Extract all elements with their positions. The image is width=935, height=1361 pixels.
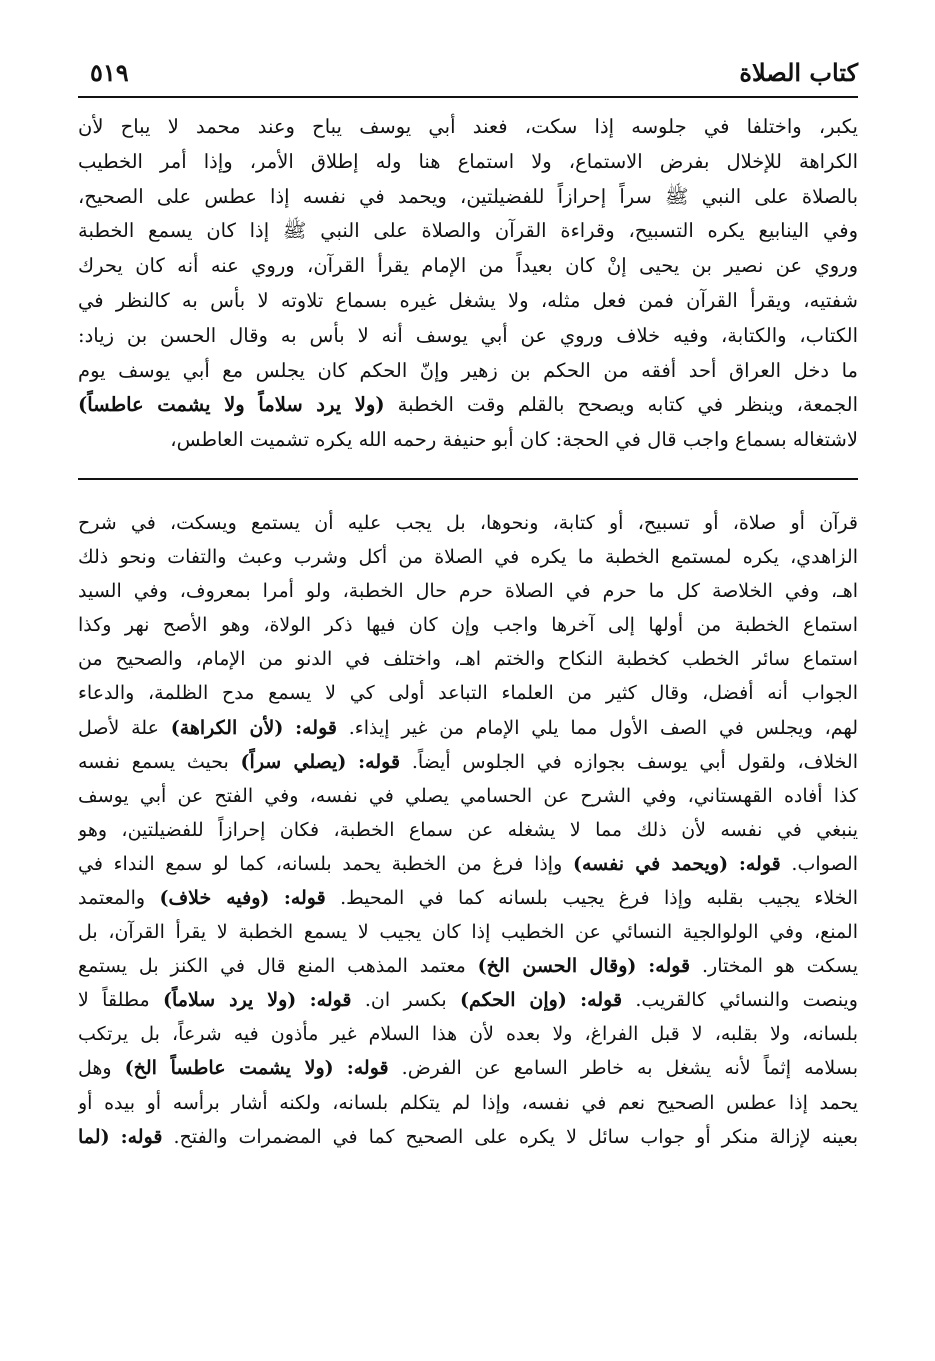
commentary-line-text: وإذا فرغ من الخطبة يحمد بلسانه، كما لو سمع النداء في xyxy=(78,852,563,875)
commentary-line xyxy=(78,1120,858,1154)
commentary-line-text: يسكت هو المختار. xyxy=(702,955,858,978)
lemma: (وإن الحكم) xyxy=(460,989,567,1012)
header-rule xyxy=(78,96,858,98)
qawluh-label: قوله: xyxy=(295,716,337,739)
qawluh-label: قوله: xyxy=(120,1125,163,1148)
qawluh-label: قوله: xyxy=(648,955,691,978)
commentary-line: قرآن أو صلاة، أو تسبيح، أو كتابة، ونحوها، بل يجب عليه أن يستمع ويسكت، في شرح xyxy=(78,511,858,534)
commentary-line-text: الخلاء يجيب بقلبه وإذا فرغ يجيب بلسانه كما في المحيط. xyxy=(340,887,858,909)
lemma: (ولا يرد سلاماً) xyxy=(162,989,297,1012)
commentary-line-text: وينصت والنسائي كالقريب. xyxy=(635,989,858,1012)
main-text xyxy=(78,110,858,458)
commentary-text xyxy=(78,506,858,1154)
main-line: لاشتغاله بسماع واجب قال في الحجة: كان أبو حنيفة رحمه الله يكره تشميت العاطس، xyxy=(170,428,858,452)
main-line: يكبر، واختلفا في جلوسه إذا سكت، فعند أبي يوسف يباح وعند محمد لا يباح لأن xyxy=(78,115,858,138)
main-line: شفتيه، ويقرأ القرآن فمن فعل مثله، ولا يشغل غيره بسماع تلاوته لا بأس به كالنظر في xyxy=(78,288,858,312)
lemma: (وقال الحسن الخ) xyxy=(477,955,637,978)
main-line: بالصلاة على النبي ﷺ سراً إحرازاً للفضيلتين، ويحمد في نفسه إذا عطس على الصحيح، xyxy=(78,184,858,208)
qawluh-label: قوله: xyxy=(580,989,623,1012)
commentary-line xyxy=(78,881,858,915)
qawluh-label: قوله: xyxy=(346,1057,389,1080)
commentary-line: بلسانه، ولا بقلبه، لا قبل الفراغ، ولا بعده لأن هذا السلام غير مأذون فيه شرعاً، بل يرتكب xyxy=(78,1023,858,1046)
commentary-line: الزاهدي، يكره لمستمع الخطبة ما يكره في الصلاة من أكل وشرب وعبث والتفات ونحو ذلك xyxy=(78,546,858,569)
commentary-line-text: الخلاف، ولقول أبي يوسف بجوازه في الجلوس أيضاً. xyxy=(411,750,858,773)
main-line: الكتاب، والكتابة، وفيه خلاف وروي عن أبي يوسف أنه لا بأس به وقال الحسن بن زياد: xyxy=(78,323,858,347)
lemma: (ولا يشمت عاطساً الخ) xyxy=(124,1057,334,1080)
commentary-line xyxy=(78,847,858,881)
book-title: كتاب الصلاة xyxy=(739,58,858,87)
main-line-text: الجمعة، وينظر في كتابه ويصحح بالقلم وقت الخطبة xyxy=(397,393,858,417)
page-header xyxy=(78,52,858,96)
commentary-line xyxy=(78,745,858,779)
qawluh-label: قوله: xyxy=(738,852,781,875)
commentary-line: استماع سائر الخطب كخطبة النكاح والختم اهـ، واختلف في الدنو من الإمام، والصحيح من xyxy=(78,648,858,671)
book-page xyxy=(78,52,858,1154)
commentary-line: يحمد إذا عطس الصحيح نعم في نفسه، وإذا لم يتكلم بلسانه، ولكنه أشار برأسه أو بيده أو xyxy=(78,1091,858,1114)
commentary-line xyxy=(78,711,858,745)
commentary-line xyxy=(78,983,858,1017)
section-divider xyxy=(78,478,858,480)
commentary-line-text: معتمد المذهب المنع قال في الكنز بل يستمع xyxy=(78,955,466,978)
commentary-line-text: لهم، ويجلس في الصف الأول مما يلي الإمام من غير إيذاء. xyxy=(348,716,858,739)
commentary-line: كذا أفاده القهستاني، وفي الشرح عن الحسامي يصلي في نفسه، وفي الفتح عن أبي يوسف xyxy=(78,784,858,807)
commentary-line xyxy=(78,1051,858,1085)
commentary-line-text: الصواب. xyxy=(791,852,858,875)
commentary-line-text: بكسر ان. xyxy=(364,989,447,1012)
commentary-line-text: والمعتمد xyxy=(78,887,146,909)
commentary-line: اهـ، وفي الخلاصة كل ما حرم في الصلاة حرم حال الخطبة، ولو أمرا بمعروف، وفي السيد xyxy=(78,580,858,603)
commentary-line-text: مطلقاً لا xyxy=(78,989,150,1012)
commentary-line: استماع الخطبة من أولها إلى آخرها واجب وإن كان فيها ذكر الولاة، وهو الأصح نهر وكذا xyxy=(78,614,858,637)
bold-phrase: (ولا يرد سلاماً ولا يشمت عاطساً) xyxy=(78,393,385,417)
lemma: (يصلي سراً) xyxy=(240,750,347,773)
qawluh-label: قوله: xyxy=(283,887,326,909)
commentary-line: المنع، وفي الولوالجية النسائي عن الخطيب إذا كان يجيب لا يسمع الخطبة لا يقرأ القرآن، بل xyxy=(78,921,858,944)
commentary-line-text: بحيث يسمع نفسه xyxy=(78,750,229,773)
commentary-line-text: وهل xyxy=(78,1057,112,1080)
commentary-line-text: بعينه لإزالة منكر أو جواب سائل لا يكره على الصحيح كما في المضمرات والفتح. xyxy=(173,1125,858,1148)
commentary-line xyxy=(78,949,858,983)
lemma: (ويحمد في نفسه) xyxy=(572,852,729,875)
commentary-line-text: علة لأصل xyxy=(78,716,159,739)
main-line: وفي الينابيع يكره التسبيح، وقراءة القرآن والصلاة على النبي ﷺ إذا كان يسمع الخطبة xyxy=(78,219,858,243)
main-line: الكراهة للإخلال بفرض الاستماع، ولا استماع هنا وله إطلاق الأمر، وإذا أمر الخطيب xyxy=(78,149,858,173)
lemma: (وفيه خلاف) xyxy=(159,887,270,909)
commentary-line-text: بسلامه إثماً لأنه يشغل به خاطر السامع عن الفرض. xyxy=(401,1057,858,1080)
lemma: (لأن الكراهة) xyxy=(170,716,284,739)
main-line: ما دخل العراق أحد أفقه من الحكم بن زهير وإنّ الحكم كان يجلس مع أبي يوسف يوم xyxy=(78,358,858,382)
commentary-line: ينبغي في نفسه لأن ذلك مما لا يشغله عن سماع الخطبة، فكان إحرازاً للفضيلتين، وهو xyxy=(78,818,858,841)
page-number: ٥١٩ xyxy=(90,58,129,87)
lemma: (لما xyxy=(78,1125,110,1148)
main-line: وروي عن نصير بن يحيى إنْ كان بعيداً من الإمام يقرأ القرآن، وروي عنه أنه كان يحرك xyxy=(78,254,858,278)
qawluh-label: قوله: xyxy=(358,750,401,773)
commentary-line: الجواب أنه أفضل، وقال كثير من العلماء التباعد أولى كي لا يسمع مدح الظلمة، والدعاء xyxy=(78,682,858,705)
main-line xyxy=(78,388,858,423)
qawluh-label: قوله: xyxy=(309,989,352,1012)
